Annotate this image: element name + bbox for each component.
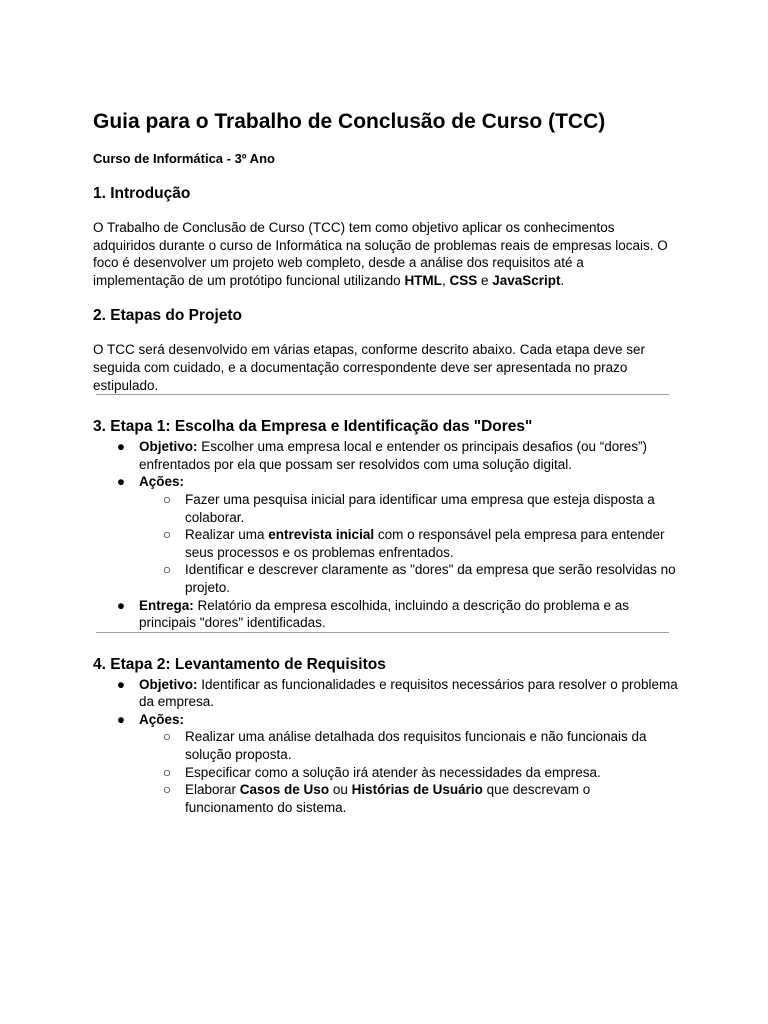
section-4-list bbox=[93, 676, 678, 817]
document-page bbox=[93, 108, 678, 816]
horizontal-divider bbox=[96, 632, 669, 633]
section-3-heading: 3. Etapa 1: Escolha da Empresa e Identificação das "Dores" bbox=[93, 418, 533, 436]
list-item-objective: ● Objetivo: Escolher uma empresa local e entender os principais desafios (ou “dores”) enfrentados por ela que possam ser resolvidos com uma solução digital. bbox=[116, 439, 647, 472]
section-3-list bbox=[93, 438, 678, 632]
sublist-item: ○ Identificar e descrever claramente as "dores" da empresa que serão resolvidas no projeto. bbox=[162, 562, 676, 595]
circle-bullet-icon: ○ bbox=[162, 764, 172, 780]
bullet-icon: ● bbox=[116, 439, 126, 455]
section-2-paragraph: O TCC será desenvolvido em várias etapas, conforme descrito abaixo. Cada etapa deve ser seguida com cuidado, e a documentação correspondente deve ser apresentada no prazo estipulado. bbox=[93, 342, 646, 393]
section-1-heading: 1. Introdução bbox=[93, 185, 191, 202]
sublist-item: ○ Realizar uma entrevista inicial com o responsável pela empresa para entender seus processos e os problemas enfrentados. bbox=[162, 527, 665, 560]
sublist-item: ○ Realizar uma análise detalhada dos requisitos funcionais e não funcionais da solução proposta. bbox=[162, 729, 647, 763]
horizontal-divider bbox=[96, 394, 669, 395]
sublist-item: ○ Especificar como a solução irá atender às necessidades da empresa. bbox=[162, 764, 601, 780]
bullet-icon: ● bbox=[116, 474, 126, 490]
bullet-icon: ● bbox=[116, 711, 126, 727]
sublist-item: ○ Elaborar Casos de Uso ou Histórias de Usuário que descrevam o funcionamento do sistema. bbox=[162, 782, 591, 815]
sublist-item: ○ Fazer uma pesquisa inicial para identificar uma empresa que esteja disposta a colaborar. bbox=[162, 491, 655, 525]
circle-bullet-icon: ○ bbox=[162, 562, 172, 578]
list-item-objective: ● Objetivo: Identificar as funcionalidades e requisitos necessários para resolver o problema da empresa. bbox=[116, 676, 678, 710]
document-subtitle: Curso de Informática - 3º Ano bbox=[93, 151, 275, 166]
circle-bullet-icon: ○ bbox=[162, 491, 172, 507]
section-2-heading: 2. Etapas do Projeto bbox=[93, 307, 243, 325]
section-4-heading: 4. Etapa 2: Levantamento de Requisitos bbox=[93, 655, 386, 673]
list-item-delivery: ● Entrega: Relatório da empresa escolhida, incluindo a descrição do problema e as principais "dores" identificadas. bbox=[116, 597, 630, 631]
document-title: Guia para o Trabalho de Conclusão de Curso (TCC) bbox=[93, 110, 606, 133]
actions-sublist bbox=[139, 728, 678, 816]
circle-bullet-icon: ○ bbox=[162, 782, 172, 798]
bullet-icon: ● bbox=[116, 597, 126, 613]
list-item-actions: ● Ações: ○ Realizar uma análise detalhada dos requisitos funcionais e não funcionais da solução proposta. ○ Especificar como a solução irá atender às necessidades da empresa. ○ Elaborar Casos de Uso ou Histórias de Usuário que descrevam o funcionamento do sistema. bbox=[93, 711, 678, 817]
circle-bullet-icon: ○ bbox=[162, 729, 172, 745]
circle-bullet-icon: ○ bbox=[162, 527, 172, 543]
section-1-paragraph: O Trabalho de Conclusão de Curso (TCC) tem como objetivo aplicar os conhecimentos adquiridos durante o curso de Informática na solução de problemas reais de empresas locais. O foco é desenvolver um projeto web completo, desde a análise dos requisitos até a implementação de um protótipo funcional utilizando HTML, CSS e JavaScript. bbox=[93, 220, 668, 288]
actions-sublist bbox=[139, 491, 678, 597]
bullet-icon: ● bbox=[116, 676, 126, 692]
list-item-actions: ● Ações: ○ Fazer uma pesquisa inicial para identificar uma empresa que esteja disposta a colaborar. ○ Realizar uma entrevista inicial com o responsável pela empresa para entender seus processos e os problemas enfrentados. ○ Identificar e descrever claramente as "dores" da empresa que serão resolvidas no projeto. bbox=[93, 473, 678, 596]
